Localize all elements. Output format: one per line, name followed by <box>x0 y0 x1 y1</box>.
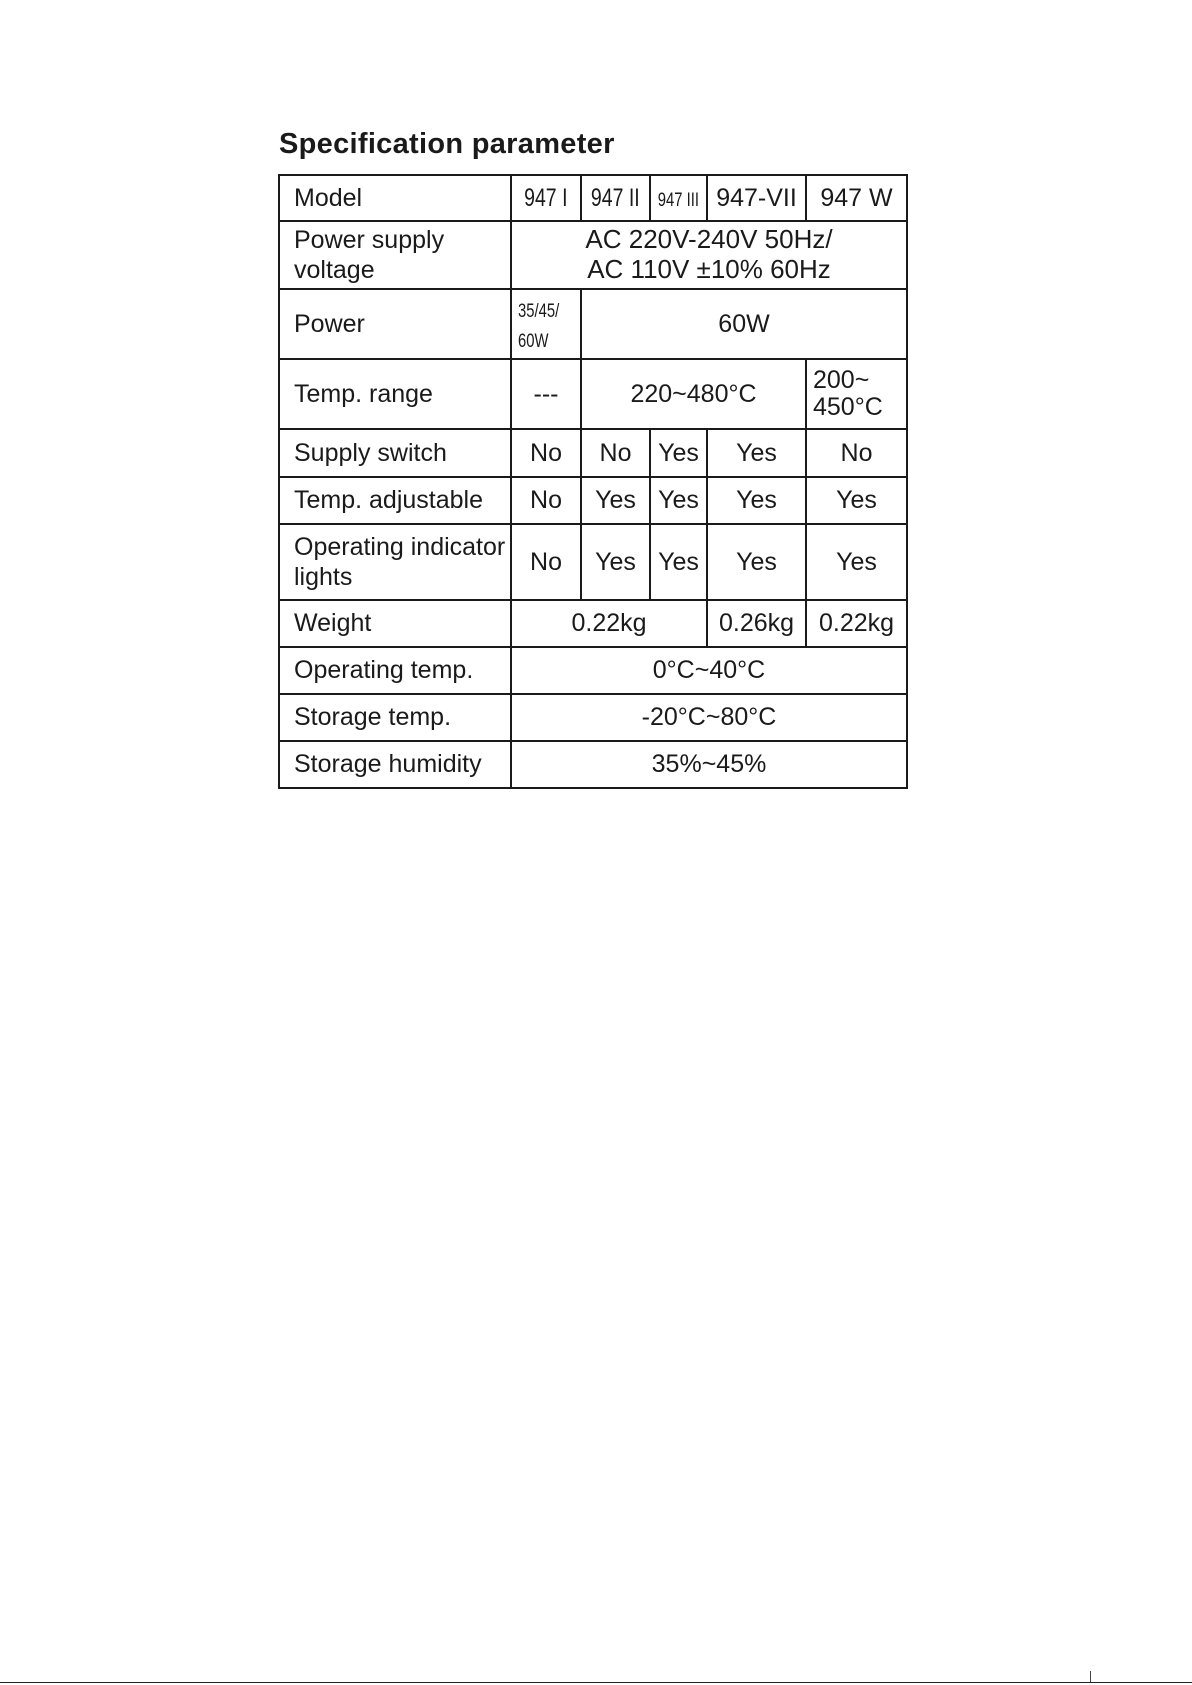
supply-switch-947-2: No <box>581 429 650 477</box>
label-temp-range: Temp. range <box>279 359 511 429</box>
temp-adjustable-947-7: Yes <box>707 477 806 524</box>
label-model: Model <box>279 175 511 221</box>
supply-switch-947-3: Yes <box>650 429 707 477</box>
operating-lights-947-3: Yes <box>650 524 707 600</box>
label-operating-lights: Operating indicator lights <box>279 524 511 600</box>
operating-lights-947-7: Yes <box>707 524 806 600</box>
temp-range-947-w-line-1: 200~ <box>813 365 870 394</box>
model-947-3: 947 III <box>650 175 707 221</box>
supply-switch-947-7: Yes <box>707 429 806 477</box>
weight-947-7: 0.26kg <box>707 600 806 647</box>
operating-lights-947-1: No <box>511 524 581 600</box>
power-supply-line-2: AC 110V ±10% 60Hz <box>587 254 831 284</box>
table-row-power-supply <box>279 221 907 289</box>
weight-947-1-3: 0.22kg <box>511 600 707 647</box>
footer-tick-mark <box>1090 1671 1091 1682</box>
footer-divider <box>0 1682 1192 1683</box>
table-row-temp-range <box>279 359 907 429</box>
operating-lights-947-w: Yes <box>806 524 907 600</box>
weight-947-w: 0.22kg <box>806 600 907 647</box>
supply-switch-947-w: No <box>806 429 907 477</box>
table-row-model <box>279 175 907 221</box>
temp-range-947-1: --- <box>511 359 581 429</box>
label-weight: Weight <box>279 600 511 647</box>
temp-range-mid: 220~480°C <box>581 359 806 429</box>
spec-table <box>278 174 908 789</box>
table-row-weight <box>279 600 907 647</box>
storage-humidity-value: 35%~45% <box>511 741 907 788</box>
table-row-operating-lights <box>279 524 907 600</box>
label-power: Power <box>279 289 511 359</box>
label-temp-adjustable: Temp. adjustable <box>279 477 511 524</box>
temp-adjustable-947-1: No <box>511 477 581 524</box>
power-supply-line-1: AC 220V-240V 50Hz/ <box>585 224 833 255</box>
storage-temp-value: -20°C~80°C <box>511 694 907 741</box>
label-storage-humidity: Storage humidity <box>279 741 511 788</box>
temp-adjustable-947-2: Yes <box>581 477 650 524</box>
table-row-power <box>279 289 907 359</box>
label-operating-temp: Operating temp. <box>279 647 511 694</box>
table-row-storage-temp <box>279 694 907 741</box>
model-947-1: 947 I <box>511 175 581 221</box>
power-947-1 <box>511 289 581 359</box>
temp-range-947-w <box>806 359 907 429</box>
label-supply-switch: Supply switch <box>279 429 511 477</box>
power-supply-value <box>511 221 907 289</box>
table-row-supply-switch <box>279 429 907 477</box>
power-947-1-line-1: 35/45/ <box>518 300 560 322</box>
table-row-temp-adjustable <box>279 477 907 524</box>
power-others: 60W <box>581 289 907 359</box>
power-947-1-line-2: 60W <box>518 331 549 352</box>
temp-adjustable-947-w: Yes <box>806 477 907 524</box>
table-row-operating-temp <box>279 647 907 694</box>
page-title: Specification parameter <box>279 128 615 160</box>
temp-adjustable-947-3: Yes <box>650 477 707 524</box>
model-947-7: 947-VII <box>707 175 806 221</box>
model-947-2: 947 II <box>581 175 650 221</box>
operating-temp-value: 0°C~40°C <box>511 647 907 694</box>
temp-range-947-w-line-2: 450°C <box>813 393 883 421</box>
label-power-supply: Power supply voltage <box>279 221 511 289</box>
operating-lights-947-2: Yes <box>581 524 650 600</box>
supply-switch-947-1: No <box>511 429 581 477</box>
model-947-w: 947 W <box>806 175 907 221</box>
label-storage-temp: Storage temp. <box>279 694 511 741</box>
table-row-storage-humidity <box>279 741 907 788</box>
